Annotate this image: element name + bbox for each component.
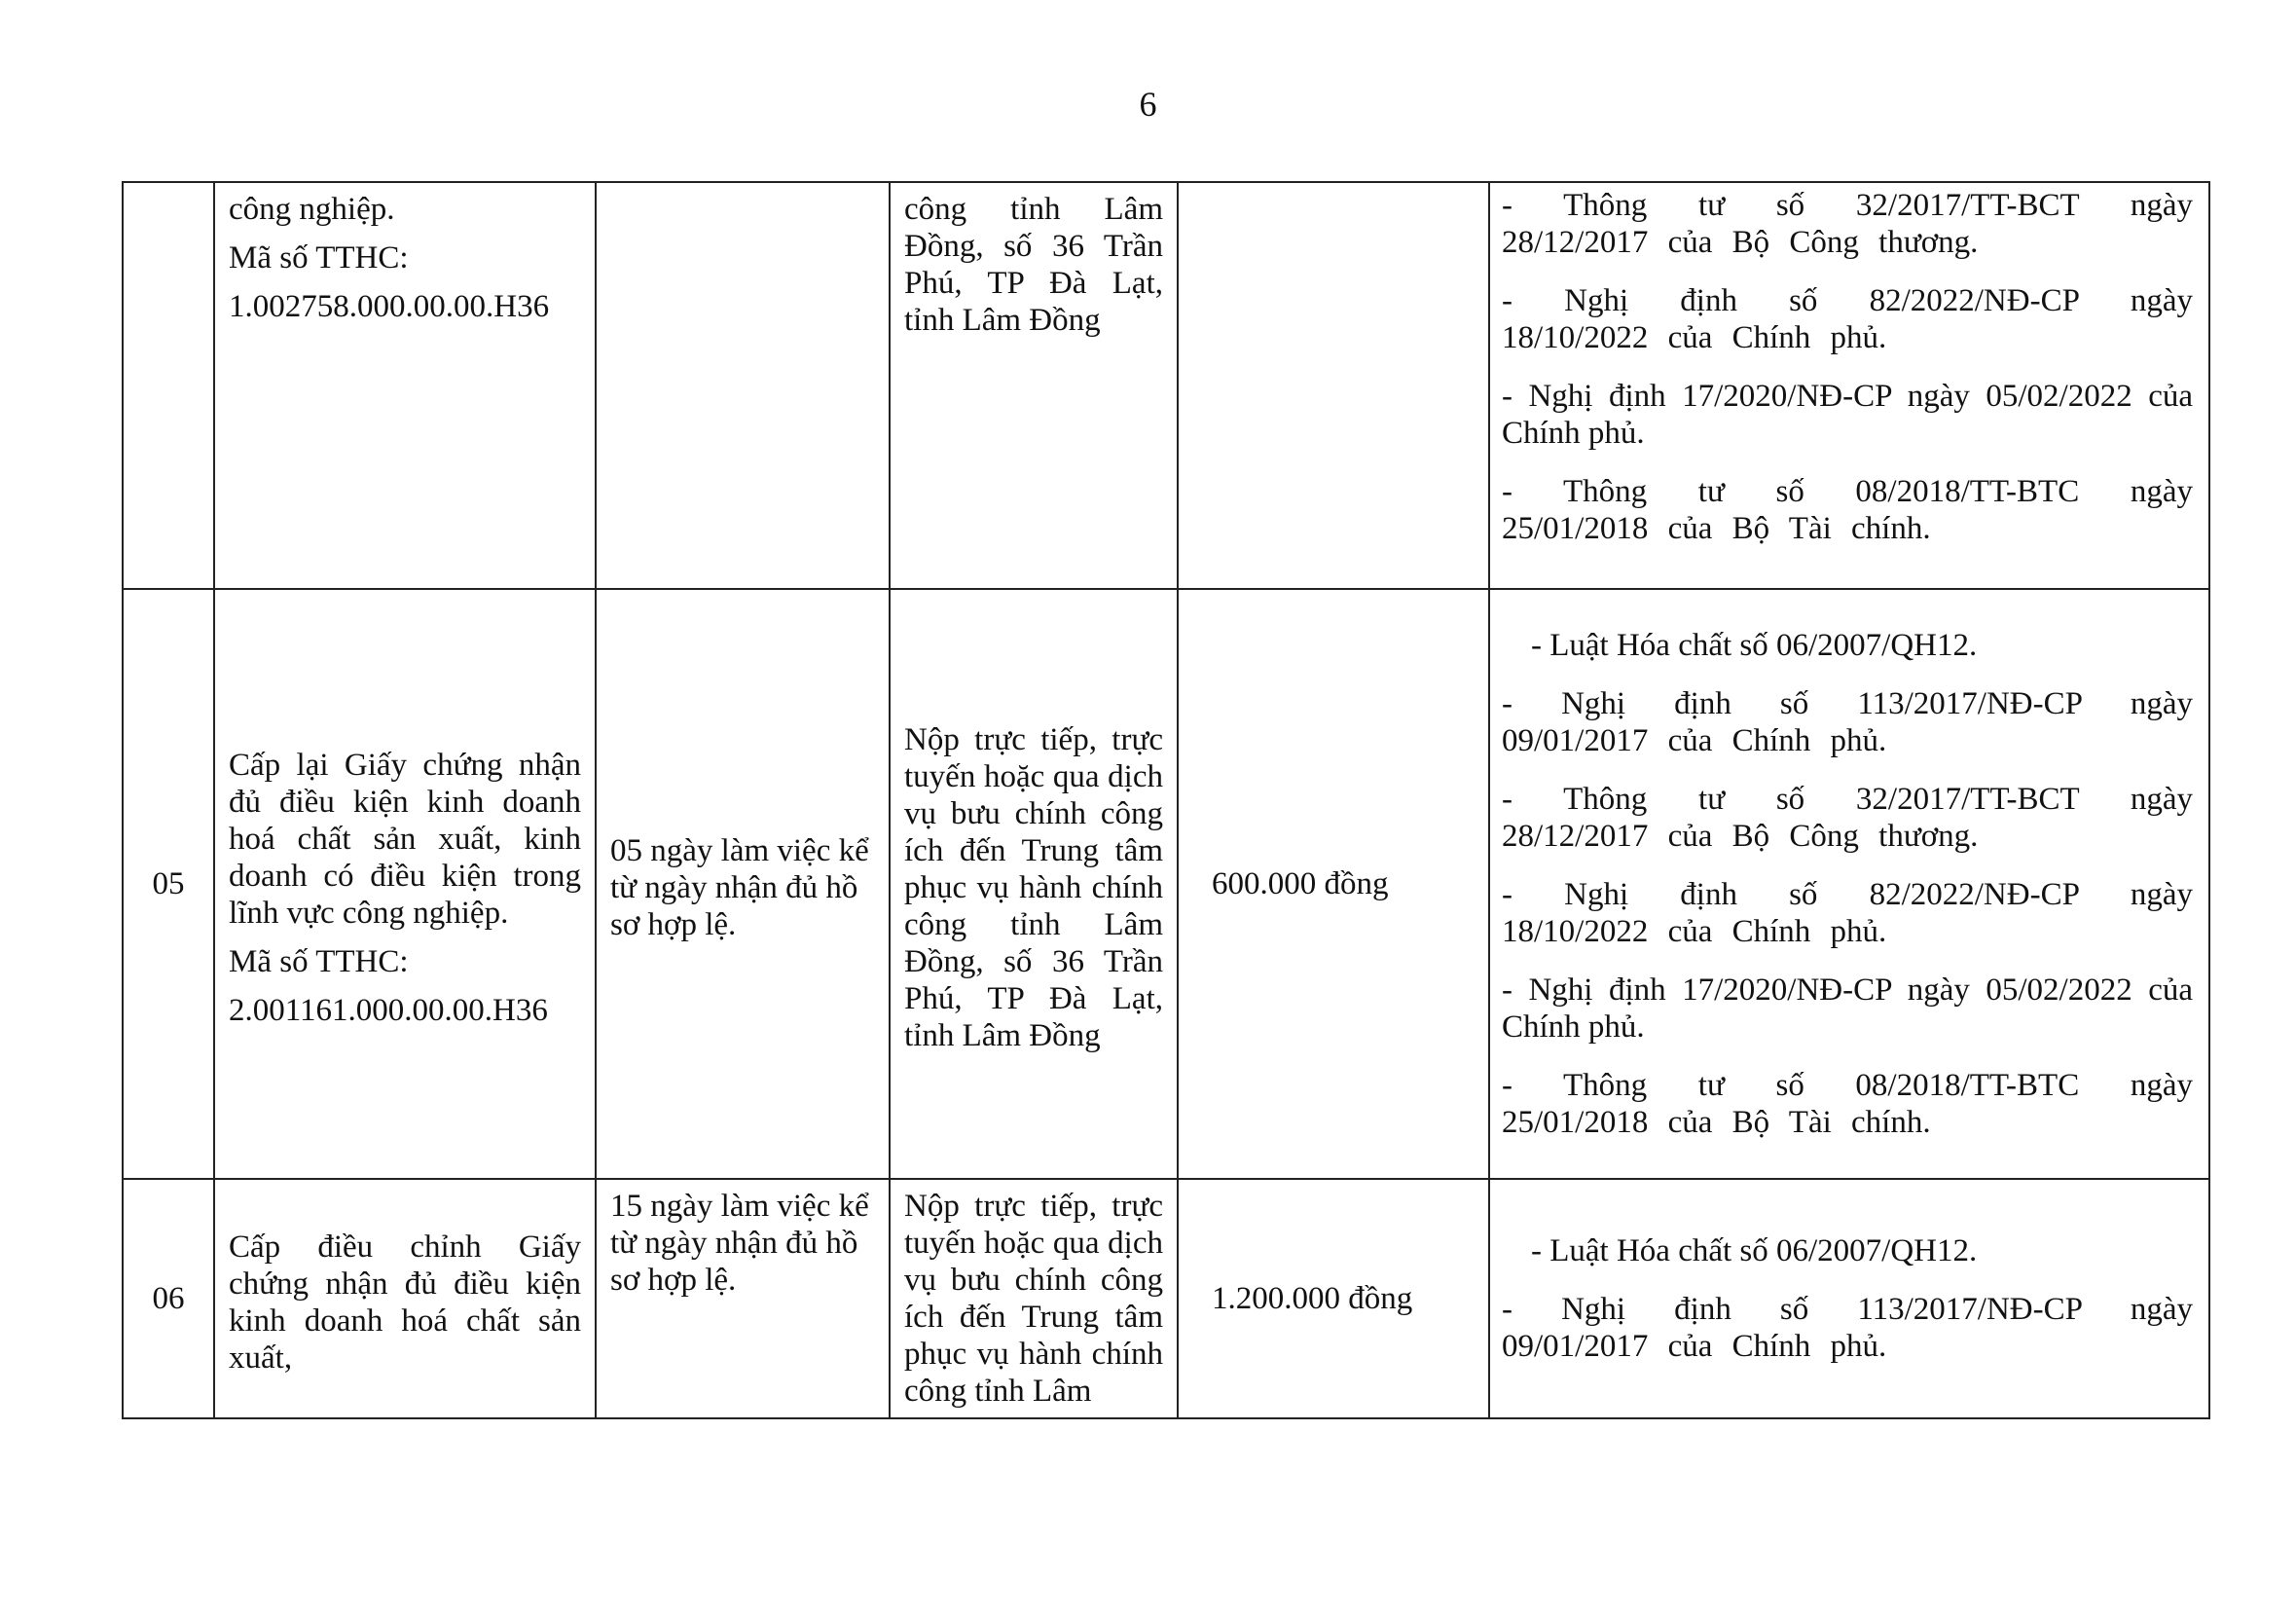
legal-basis-item: - Nghị định số 113/2017/NĐ-CP ngày 09/01/2017 của Chính phủ. xyxy=(1502,1292,2193,1364)
legal-basis-item: - Nghị định 17/2020/NĐ-CP ngày 05/02/2022 của Chính phủ. xyxy=(1502,379,2193,451)
legal-basis-item: - Thông tư số 08/2018/TT-BTC ngày 25/01/2018 của Bộ Tài chính. xyxy=(1502,474,2193,546)
submission-place: Nộp trực tiếp, trực tuyến hoặc qua dịch vụ bưu chính công ích đến Trung tâm phục vụ hành chính công tỉnh Lâm Đồng, số 36 Trần Phú, TP Đà Lạt, tỉnh Lâm Đồng xyxy=(890,589,1178,1179)
legal-basis-item: - Nghị định 17/2020/NĐ-CP ngày 05/02/2022 của Chính phủ. xyxy=(1502,973,2193,1045)
procedure-name-cell xyxy=(214,1179,596,1418)
processing-time: 05 ngày làm việc kể từ ngày nhận đủ hồ sơ hợp lệ. xyxy=(596,589,890,1179)
procedure-name-cell xyxy=(214,589,596,1179)
legal-basis-item: - Thông tư số 08/2018/TT-BTC ngày 25/01/2018 của Bộ Tài chính. xyxy=(1502,1068,2193,1140)
submission-place: công tỉnh Lâm Đồng, số 36 Trần Phú, TP Đà Lạt, tỉnh Lâm Đồng xyxy=(890,182,1178,589)
procedure-code: 2.001161.000.00.00.H36 xyxy=(229,993,548,1028)
procedure-code-label: Mã số TTHC: xyxy=(229,944,409,979)
processing-time xyxy=(596,182,890,589)
legal-basis-cell xyxy=(1489,182,2209,589)
legal-basis-cell xyxy=(1489,1179,2209,1418)
legal-basis-cell xyxy=(1489,589,2209,1179)
legal-basis-item: - Luật Hóa chất số 06/2007/QH12. xyxy=(1531,1233,1978,1268)
procedure-code: 1.002758.000.00.00.H36 xyxy=(229,289,550,324)
legal-basis-item: - Nghị định số 113/2017/NĐ-CP ngày 09/01/2017 của Chính phủ. xyxy=(1502,686,2193,758)
submission-place: Nộp trực tiếp, trực tuyến hoặc qua dịch vụ bưu chính công ích đến Trung tâm phục vụ hành chính công tỉnh Lâm xyxy=(890,1179,1178,1418)
fee-amount xyxy=(1178,182,1489,589)
processing-time: 15 ngày làm việc kể từ ngày nhận đủ hồ sơ hợp lệ. xyxy=(596,1179,890,1418)
page-number: 6 xyxy=(1139,85,1157,124)
procedure-name-cell xyxy=(214,182,596,589)
row-number: 06 xyxy=(123,1179,214,1418)
procedure-name: Cấp điều chỉnh Giấy chứng nhận đủ điều kiện kinh doanh hoá chất sản xuất, xyxy=(229,1230,581,1376)
fee-amount: 600.000 đồng xyxy=(1178,589,1489,1179)
legal-basis-item: - Thông tư số 32/2017/TT-BCT ngày 28/12/2017 của Bộ Công thương. xyxy=(1502,188,2193,260)
row-number: 05 xyxy=(123,589,214,1179)
procedure-name: công nghiệp. xyxy=(229,192,395,227)
procedure-code-label: Mã số TTHC: xyxy=(229,240,409,275)
row-number xyxy=(123,182,214,589)
table-row xyxy=(123,182,2209,589)
fee-amount: 1.200.000 đồng xyxy=(1178,1179,1489,1418)
procedure-name: Cấp lại Giấy chứng nhận đủ điều kiện kinh doanh hoá chất sản xuất, kinh doanh có điều kiện trong lĩnh vực công nghiệp. xyxy=(229,748,581,931)
procedure-table xyxy=(122,181,2210,1419)
legal-basis-item: - Nghị định số 82/2022/NĐ-CP ngày 18/10/2022 của Chính phủ. xyxy=(1502,877,2193,949)
table-row xyxy=(123,1179,2209,1418)
legal-basis-item: - Nghị định số 82/2022/NĐ-CP ngày 18/10/2022 của Chính phủ. xyxy=(1502,283,2193,355)
legal-basis-item: - Luật Hóa chất số 06/2007/QH12. xyxy=(1531,628,1978,663)
table-row xyxy=(123,589,2209,1179)
legal-basis-item: - Thông tư số 32/2017/TT-BCT ngày 28/12/2017 của Bộ Công thương. xyxy=(1502,782,2193,854)
